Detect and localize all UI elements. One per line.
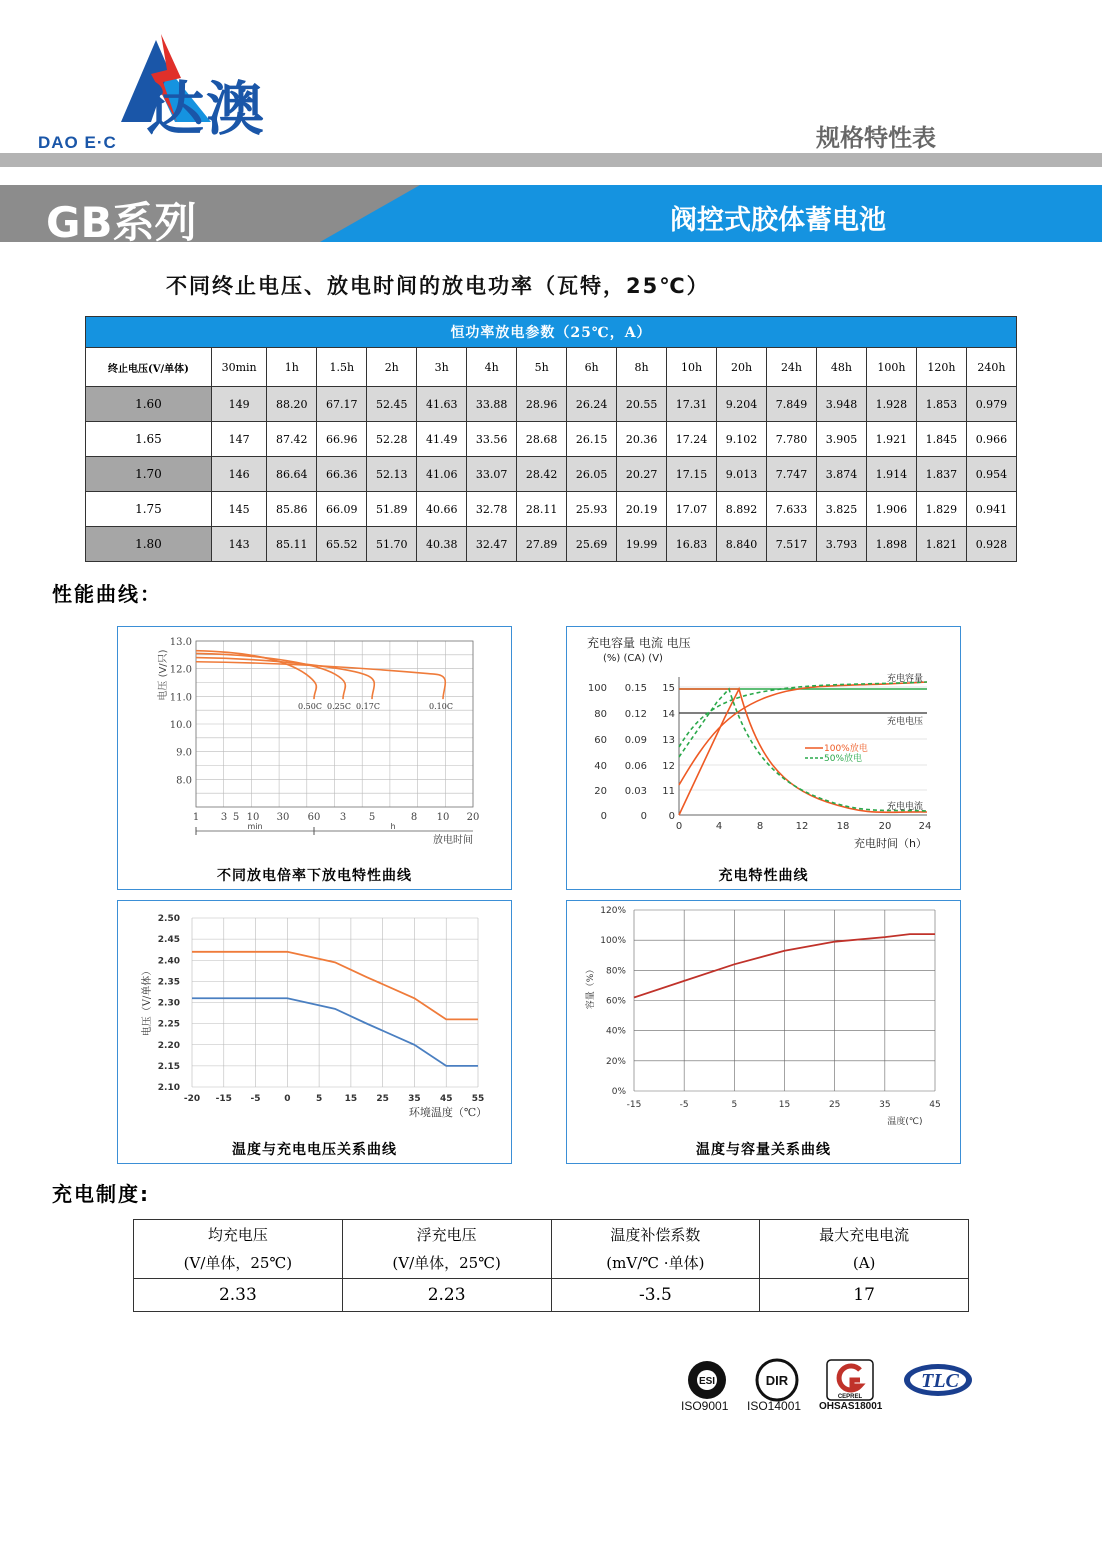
- y-tick-label: 8.0: [176, 775, 192, 787]
- y-tick-current: 0.15: [624, 683, 647, 694]
- header-divider: [0, 153, 1102, 167]
- y-tick-voltage: 13: [662, 735, 675, 746]
- x-tick-label: 60: [307, 812, 321, 823]
- table-cell: 1.821: [916, 527, 966, 562]
- legend-label: 50%放电: [824, 754, 863, 764]
- cert-label: ISO14001: [747, 1399, 802, 1413]
- table-cell: 66.96: [317, 422, 367, 457]
- y-tick-voltage: 0: [668, 811, 675, 822]
- x-tick-label: 8: [756, 821, 764, 832]
- y-tick-label: 2.15: [157, 1061, 180, 1072]
- y-tick-label: 2.20: [157, 1040, 180, 1051]
- chart-caption: 温度与充电电压关系曲线: [232, 1142, 397, 1158]
- legend-label: 100%放电: [824, 744, 868, 754]
- svg-text:TLC: TLC: [921, 1370, 959, 1392]
- y-tick-label: 0%: [611, 1087, 626, 1097]
- x-tick-label: 3: [339, 812, 347, 823]
- y-tick-label: 10.0: [169, 720, 192, 731]
- current-curve-100: [679, 689, 927, 815]
- table-cell: 51.70: [367, 527, 417, 562]
- table-row: [86, 387, 1017, 422]
- column-header: 48h: [816, 348, 866, 387]
- equalize-voltage-value: 2.33: [134, 1279, 343, 1312]
- table-cell: 3.874: [816, 457, 866, 492]
- table-cell: 7.780: [767, 422, 817, 457]
- esi-logo-icon: [688, 1361, 726, 1399]
- x-axis-label: 环境温度（℃）: [408, 1106, 488, 1119]
- max-charge-current-value: 17: [760, 1279, 969, 1312]
- current-curve-50: [679, 689, 927, 811]
- discharge-curve-chart: [118, 627, 511, 889]
- x-tick-label: 8: [410, 812, 418, 823]
- y-tick-current: 0.06: [624, 761, 647, 772]
- charge-section-title: 充电制度:: [52, 1182, 150, 1206]
- table-row: [86, 492, 1017, 527]
- float-voltage-value: 2.23: [342, 1279, 551, 1312]
- discharge-table: [85, 316, 1017, 562]
- end-voltage-cell: 1.65: [86, 422, 212, 457]
- table-cell: 20.27: [617, 457, 667, 492]
- x-tick-label: 45: [929, 1100, 941, 1110]
- table-cell: 20.36: [617, 422, 667, 457]
- y-tick-voltage: 11: [662, 786, 675, 797]
- x-axis-label: 温度(℃): [887, 1117, 923, 1127]
- column-header: 6h: [567, 348, 617, 387]
- x-tick-label: -5: [250, 1094, 261, 1104]
- series-label: 0.25C: [327, 701, 351, 711]
- table-cell: 51.89: [367, 492, 417, 527]
- x-axis-label: 充电时间（h）: [854, 837, 927, 850]
- x-tick-label: 10: [436, 812, 450, 823]
- table-header-row: [86, 348, 1017, 387]
- table-cell: 0.941: [966, 492, 1016, 527]
- table-caption: 恒功率放电参数（25℃，A）: [86, 317, 1017, 348]
- table-row: [86, 527, 1017, 562]
- column-header: 20h: [717, 348, 767, 387]
- y-tick-current: 0: [640, 811, 647, 822]
- table-cell: 7.747: [767, 457, 817, 492]
- table-row: [86, 457, 1017, 492]
- temp-capacity-chart: [567, 901, 960, 1163]
- temp-compensation-value: -3.5: [551, 1279, 760, 1312]
- table-cell: 3.825: [816, 492, 866, 527]
- x-tick-label: -15: [626, 1100, 642, 1110]
- table-cell: 27.89: [517, 527, 567, 562]
- discharge-section-title: 不同终止电压、放电时间的放电功率（瓦特，25℃）: [166, 274, 710, 298]
- x-tick-label: 24: [918, 821, 932, 832]
- table-cell: 28.42: [517, 457, 567, 492]
- y-tick-label: 40%: [605, 1026, 626, 1037]
- column-header: 4h: [467, 348, 517, 387]
- column-header: 1.5h: [317, 348, 367, 387]
- x-tick-label: 20: [878, 821, 892, 832]
- cert-label: OHSAS18001: [819, 1401, 883, 1412]
- table-cell: 147: [211, 422, 266, 457]
- table-cell: 65.52: [317, 527, 367, 562]
- end-voltage-cell: 1.80: [86, 527, 212, 562]
- table-cell: 32.47: [467, 527, 517, 562]
- y-tick-capacity: 20: [594, 786, 607, 797]
- y-tick-label: 120%: [600, 906, 626, 916]
- x-tick-label: 0: [675, 821, 683, 832]
- table-cell: 28.96: [517, 387, 567, 422]
- table-cell: 66.36: [317, 457, 367, 492]
- table-cell: 26.24: [567, 387, 617, 422]
- x-tick-label: 25: [828, 1100, 841, 1110]
- y-tick-label: 2.40: [157, 956, 180, 967]
- column-header: 120h: [916, 348, 966, 387]
- ceprel-logo-icon: [827, 1360, 873, 1400]
- svg-text:ESI: ESI: [698, 1376, 716, 1387]
- y-axis-label: 电压（V/单体）: [142, 965, 153, 1037]
- dir-logo-icon: [757, 1360, 797, 1400]
- svg-text:CEPREL: CEPREL: [837, 1394, 863, 1400]
- series-label: 0.50C: [298, 701, 322, 711]
- charge-curve-panel: [566, 626, 961, 890]
- capacity-curve-100: [679, 682, 927, 785]
- y-tick-current: 0.03: [624, 786, 647, 797]
- y-tick-voltage: 12: [662, 761, 675, 772]
- header-max-charge-current: 最大充电电流 (A): [760, 1220, 969, 1279]
- table-cell: 0.954: [966, 457, 1016, 492]
- table-cell: 1.898: [866, 527, 916, 562]
- table-row: [86, 422, 1017, 457]
- x-tick-label: 0: [284, 1094, 291, 1104]
- y-tick-capacity: 80: [594, 709, 607, 720]
- charge-table: [133, 1219, 969, 1312]
- x-tick-label: 30: [276, 812, 290, 823]
- table-cell: 3.905: [816, 422, 866, 457]
- table-cell: 41.06: [417, 457, 467, 492]
- x-tick-label: 55: [471, 1094, 485, 1104]
- x-tick-label: -5: [679, 1100, 689, 1110]
- y-tick-current: 0.12: [624, 709, 647, 720]
- table-cell: 9.102: [717, 422, 767, 457]
- x-tick-label: 35: [879, 1100, 891, 1110]
- x-tick-label: 45: [439, 1094, 453, 1104]
- table-cell: 146: [211, 457, 266, 492]
- x-tick-label: 5: [232, 812, 240, 823]
- x-tick-label: 15: [778, 1100, 791, 1110]
- table-cell: 86.64: [267, 457, 317, 492]
- y-tick-label: 13.0: [169, 637, 192, 648]
- column-header: 2h: [367, 348, 417, 387]
- table-cell: 0.966: [966, 422, 1016, 457]
- y-axis-title: 充电容量 电流 电压: [587, 636, 691, 650]
- table-cell: 1.853: [916, 387, 966, 422]
- temp-capacity-panel: [566, 900, 961, 1164]
- table-cell: 149: [211, 387, 266, 422]
- curve-label: 充电电流: [886, 802, 923, 812]
- corner-header: 终止电压(V/单体): [86, 348, 212, 387]
- charge-curve-chart: [567, 627, 960, 889]
- y-axis-label: 容量（%）: [586, 964, 596, 1010]
- table-cell: 33.07: [467, 457, 517, 492]
- table-cell: 26.15: [567, 422, 617, 457]
- y-tick-label: 2.30: [157, 998, 180, 1009]
- table-cell: 17.24: [667, 422, 717, 457]
- column-header: 24h: [767, 348, 817, 387]
- table-cell: 8.840: [717, 527, 767, 562]
- table-cell: 3.793: [816, 527, 866, 562]
- table-cell: 20.19: [617, 492, 667, 527]
- table-cell: 41.63: [417, 387, 467, 422]
- table-cell: 41.49: [417, 422, 467, 457]
- y-tick-capacity: 60: [594, 735, 607, 746]
- column-header: 100h: [866, 348, 916, 387]
- x-tick-label: 18: [836, 821, 850, 832]
- series-line: [196, 662, 445, 699]
- table-cell: 9.013: [717, 457, 767, 492]
- table-cell: 28.11: [517, 492, 567, 527]
- chart-caption: 不同放电倍率下放电特性曲线: [217, 868, 412, 884]
- table-cell: 40.66: [417, 492, 467, 527]
- y-tick-label: 11.0: [169, 692, 192, 704]
- table-cell: 66.09: [317, 492, 367, 527]
- series-line: [192, 998, 478, 1066]
- x-axis-label: 放电时间: [433, 835, 473, 846]
- x-tick-label: 20: [466, 812, 480, 823]
- x-tick-label: 5: [368, 812, 376, 823]
- table-cell: 19.99: [617, 527, 667, 562]
- table-cell: 52.45: [367, 387, 417, 422]
- curve-label: 充电容量: [886, 674, 923, 684]
- logo-text-en: DAO E·C: [38, 133, 117, 152]
- table-cell: 26.05: [567, 457, 617, 492]
- y-tick-label: 2.45: [157, 935, 180, 946]
- y-tick-label: 2.10: [157, 1083, 180, 1093]
- y-tick-capacity: 40: [594, 761, 607, 772]
- table-cell: 1.829: [916, 492, 966, 527]
- header-equalize-voltage: 均充电压 (V/单体，25℃): [134, 1220, 343, 1279]
- x-tick-label: 15: [344, 1094, 358, 1104]
- table-cell: 1.928: [866, 387, 916, 422]
- column-header: 10h: [667, 348, 717, 387]
- y-tick-label: 2.50: [157, 914, 180, 924]
- tlc-logo-icon: [904, 1364, 972, 1396]
- end-voltage-cell: 1.75: [86, 492, 212, 527]
- temp-voltage-panel: [117, 900, 512, 1164]
- y-tick-label: 20%: [605, 1056, 626, 1067]
- x-tick-label: 12: [795, 821, 809, 832]
- column-header: 3h: [417, 348, 467, 387]
- series-label: 0.10C: [429, 701, 453, 711]
- curve-label: 充电电压: [886, 717, 923, 727]
- table-cell: 17.15: [667, 457, 717, 492]
- x-unit-label: min: [247, 822, 263, 831]
- table-cell: 17.07: [667, 492, 717, 527]
- y-tick-voltage: 15: [662, 683, 675, 694]
- table-cell: 25.69: [567, 527, 617, 562]
- column-header: 5h: [517, 348, 567, 387]
- product-name: 阀控式胶体蓄电池: [670, 205, 886, 236]
- table-cell: 143: [211, 527, 266, 562]
- x-tick-label: -15: [215, 1094, 232, 1104]
- table-cell: 33.56: [467, 422, 517, 457]
- table-cell: 1.921: [866, 422, 916, 457]
- table-cell: 9.204: [717, 387, 767, 422]
- y-tick-label: 12.0: [169, 664, 192, 676]
- chart-caption: 充电特性曲线: [718, 868, 809, 884]
- discharge-curve-panel: [117, 626, 512, 890]
- y-tick-current: 0.09: [624, 735, 647, 746]
- table-cell: 7.517: [767, 527, 817, 562]
- table-cell: 40.38: [417, 527, 467, 562]
- x-tick-label: 5: [731, 1100, 738, 1110]
- y-tick-capacity: 0: [600, 811, 607, 822]
- table-cell: 87.42: [267, 422, 317, 457]
- y-tick-label: 2.25: [157, 1019, 180, 1030]
- header-float-voltage: 浮充电压 (V/单体，25℃): [342, 1220, 551, 1279]
- table-cell: 0.979: [966, 387, 1016, 422]
- logo-text-cn: 达澳: [146, 75, 267, 143]
- y-tick-label: 2.35: [157, 977, 180, 988]
- y-tick-label: 60%: [605, 996, 626, 1007]
- chart-caption: 温度与容量关系曲线: [696, 1142, 831, 1158]
- table-cell: 52.13: [367, 457, 417, 492]
- end-voltage-cell: 1.70: [86, 457, 212, 492]
- x-unit-label: h: [390, 822, 396, 831]
- series-name: GB系列: [46, 198, 197, 247]
- table-cell: 28.68: [517, 422, 567, 457]
- table-cell: 145: [211, 492, 266, 527]
- x-tick-label: 4: [715, 821, 723, 832]
- y-tick-label: 80%: [605, 966, 626, 977]
- table-cell: 25.93: [567, 492, 617, 527]
- temp-voltage-chart: [118, 901, 511, 1163]
- table-cell: 52.28: [367, 422, 417, 457]
- x-tick-label: 1: [192, 812, 200, 823]
- y-axis-units: (%) (CA) (V): [603, 653, 663, 664]
- table-cell: 3.948: [816, 387, 866, 422]
- table-cell: 16.83: [667, 527, 717, 562]
- y-tick-label: 100%: [600, 936, 626, 947]
- table-cell: 67.17: [317, 387, 367, 422]
- table-cell: 88.20: [267, 387, 317, 422]
- table-cell: 33.88: [467, 387, 517, 422]
- x-tick-label: 25: [376, 1094, 389, 1104]
- y-tick-label: 9.0: [176, 747, 192, 759]
- column-header: 8h: [617, 348, 667, 387]
- x-tick-label: -20: [183, 1094, 201, 1104]
- series-label: 0.17C: [356, 701, 380, 711]
- table-cell: 1.906: [866, 492, 916, 527]
- performance-title: 性能曲线：: [52, 582, 162, 606]
- y-tick-voltage: 14: [662, 709, 675, 720]
- svg-text:DIR: DIR: [765, 1373, 789, 1388]
- table-cell: 32.78: [467, 492, 517, 527]
- end-voltage-cell: 1.60: [86, 387, 212, 422]
- spec-sheet-title: 规格特性表: [816, 124, 936, 152]
- table-cell: 7.849: [767, 387, 817, 422]
- table-cell: 1.845: [916, 422, 966, 457]
- column-header: 1h: [267, 348, 317, 387]
- table-cell: 1.914: [866, 457, 916, 492]
- table-cell: 8.892: [717, 492, 767, 527]
- table-cell: 20.55: [617, 387, 667, 422]
- table-cell: 7.633: [767, 492, 817, 527]
- x-tick-label: 35: [408, 1094, 421, 1104]
- x-tick-label: 3: [220, 812, 228, 823]
- table-cell: 0.928: [966, 527, 1016, 562]
- table-cell: 17.31: [667, 387, 717, 422]
- y-axis-label: 电压 (V/只): [158, 649, 169, 701]
- y-tick-capacity: 100: [587, 683, 607, 694]
- table-cell: 85.86: [267, 492, 317, 527]
- column-header: 30min: [211, 348, 266, 387]
- x-tick-label: 5: [315, 1094, 323, 1104]
- x-tick-label: 10: [246, 812, 260, 823]
- column-header: 240h: [966, 348, 1016, 387]
- header-temp-compensation: 温度补偿系数 (mV/℃ ·单体): [551, 1220, 760, 1279]
- table-cell: 1.837: [916, 457, 966, 492]
- table-cell: 85.11: [267, 527, 317, 562]
- cert-label: ISO9001: [681, 1399, 729, 1413]
